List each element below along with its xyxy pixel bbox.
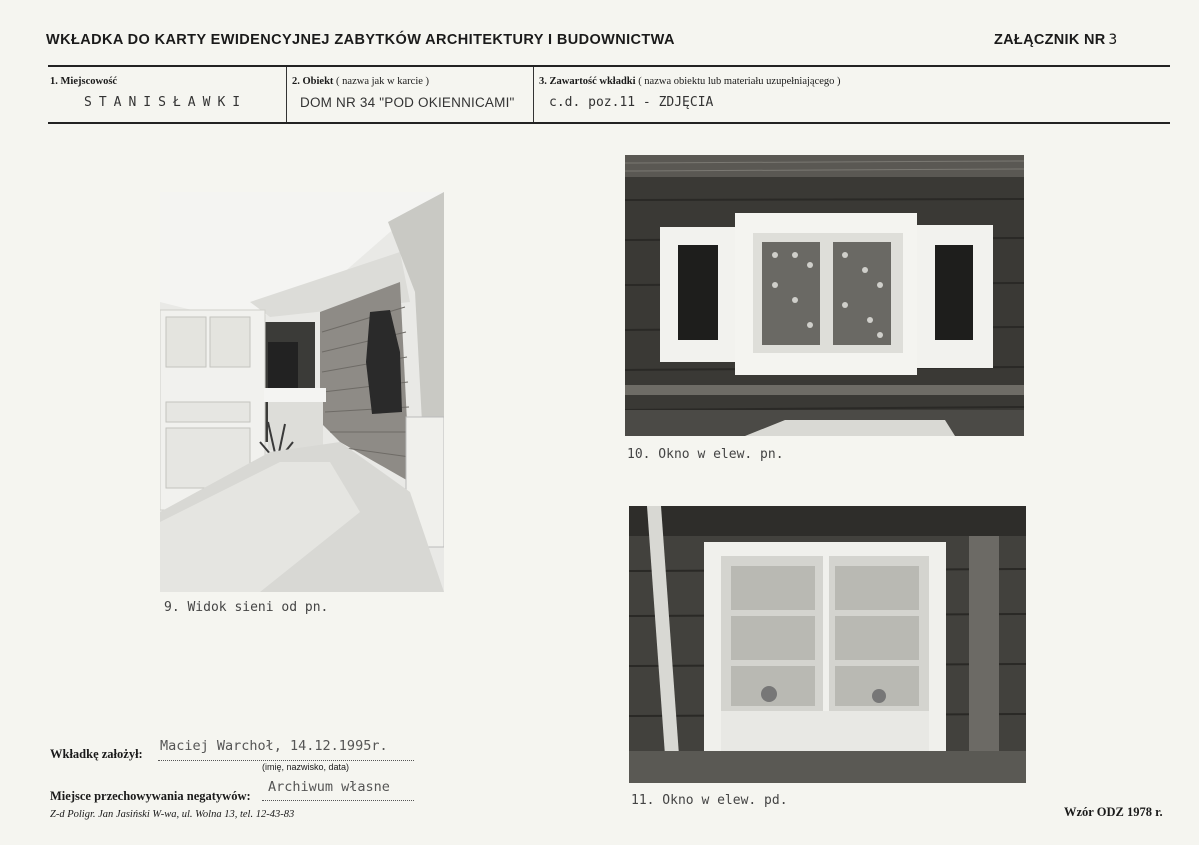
photo-window-north-caption: 10. Okno w elew. pn. <box>627 447 784 462</box>
object-label-text: 2. Obiekt <box>292 76 334 87</box>
object-label <box>292 76 429 87</box>
storage-label: Miejsce przechowywania negatywów: <box>50 789 251 803</box>
object-label-note: ( nazwa jak w karcie ) <box>336 76 430 87</box>
photo-hallway <box>160 192 444 592</box>
contents-label-text: 3. Zawartość wkładki <box>539 76 636 87</box>
photo-hallway-caption: 9. Widok sieni od pn. <box>164 600 329 615</box>
founded-note: (imię, nazwisko, data) <box>262 762 350 772</box>
annex-label-text: ZAŁĄCZNIK NR <box>994 32 1106 48</box>
contents-label <box>539 76 841 87</box>
locality-value: STANISŁAWKI <box>84 95 248 110</box>
object-value: DOM NR 34 "POD OKIENNICAMI" <box>300 95 515 110</box>
founded-label: Wkładkę założył: <box>50 747 143 761</box>
storage-value: Archiwum własne <box>268 779 390 795</box>
photo-window-north <box>625 155 1024 436</box>
annex-label <box>994 32 1118 48</box>
document-title: WKŁADKA DO KARTY EWIDENCYJNEJ ZABYTKÓW ARCHITEKTURY I BUDOWNICTWA <box>46 32 675 48</box>
photo-window-south-caption: 11. Okno w elew. pd. <box>631 793 788 808</box>
contents-value: c.d. poz.11 - ZDJĘCIA <box>549 95 714 110</box>
contents-label-note: ( nazwa obiektu lub materiału uzupełniającego ) <box>638 76 841 87</box>
bottom-rule <box>48 122 1170 124</box>
photo-window-south <box>629 506 1026 783</box>
printer-info: Z-d Poligr. Jan Jasiński W-wa, ul. Wolna 13, tel. 12-43-83 <box>50 809 295 820</box>
locality-label: 1. Miejscowość <box>50 76 118 87</box>
founded-line <box>158 759 414 761</box>
field-divider-1 <box>286 67 287 122</box>
founded-value: Maciej Warchoł, 14.12.1995r. <box>160 738 388 754</box>
storage-line <box>262 799 414 801</box>
field-divider-2 <box>533 67 534 122</box>
annex-number: 3 <box>1108 32 1118 48</box>
top-rule <box>48 65 1170 67</box>
template-id: Wzór ODZ 1978 r. <box>1064 805 1163 819</box>
